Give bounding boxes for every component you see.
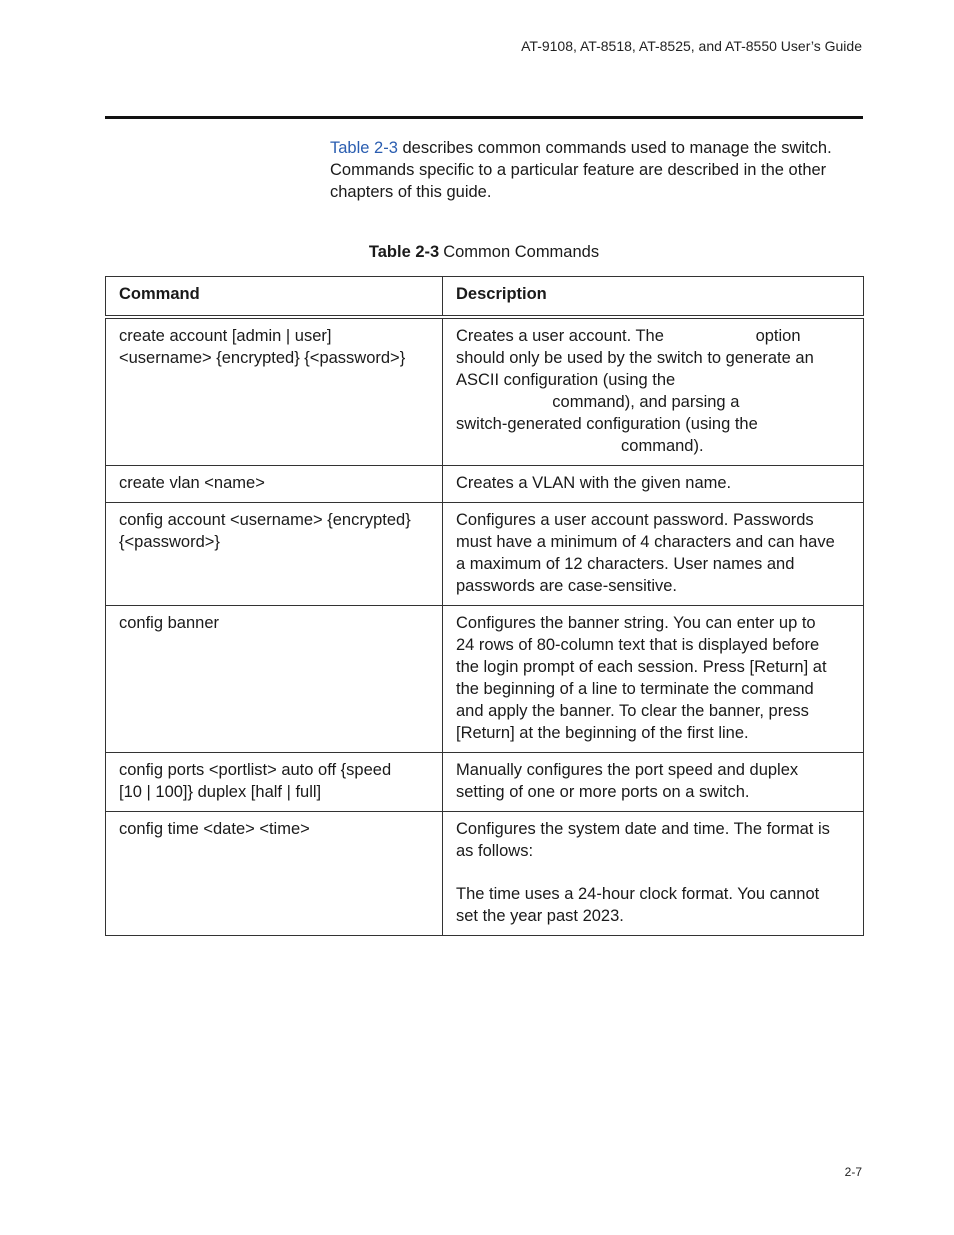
table-body: [106, 317, 864, 936]
command-cell: [106, 606, 443, 753]
table-2-3-link[interactable]: Table 2-3: [330, 139, 398, 157]
table-row: [106, 812, 864, 936]
description-line: set the year past 2023.: [456, 907, 624, 925]
table-row: [106, 753, 864, 812]
description-line: Creates a VLAN with the given name.: [456, 474, 732, 492]
table-caption-title: Common Commands: [443, 243, 600, 261]
description-cell: [443, 753, 864, 812]
header-rule: [105, 116, 863, 119]
description-cell: [443, 812, 864, 936]
command-cell: [106, 503, 443, 606]
description-line: and apply the banner. To clear the banner, press: [456, 702, 809, 720]
description-line: setting of one or more ports on a switch.: [456, 783, 750, 801]
running-header: AT-9108, AT-8518, AT-8525, and AT-8550 User’s Guide: [521, 38, 862, 54]
command-cell: [106, 812, 443, 936]
description-line: command), and parsing a: [456, 393, 740, 411]
table-caption: [105, 243, 863, 262]
table-row: [106, 606, 864, 753]
description-line: should only be used by the switch to generate an: [456, 349, 814, 367]
table-row: [106, 503, 864, 606]
command-line: config banner: [119, 614, 219, 632]
description-line: passwords are case-sensitive.: [456, 577, 678, 595]
description-line: must have a minimum of 4 characters and can have: [456, 533, 835, 551]
intro-paragraph: [330, 137, 864, 203]
column-header-description: Description: [443, 277, 864, 318]
command-line: config ports <portlist> auto off {speed: [119, 761, 392, 779]
description-line: Configures the banner string. You can enter up to: [456, 614, 816, 632]
description-line: ASCII configuration (using the: [456, 371, 676, 389]
command-line: create account [admin | user]: [119, 327, 332, 345]
command-cell: [106, 753, 443, 812]
table-caption-number: Table 2-3: [368, 243, 440, 261]
page-number: 2-7: [844, 1165, 862, 1179]
description-line: [Return] at the beginning of the first line.: [456, 724, 749, 742]
description-line: The time uses a 24-hour clock format. You cannot: [456, 885, 820, 903]
command-line: [10 | 100]} duplex [half | full]: [119, 783, 322, 801]
common-commands-table: [105, 276, 864, 936]
description-line: the beginning of a line to terminate the command: [456, 680, 814, 698]
description-line: the login prompt of each session. Press [Return] at: [456, 658, 827, 676]
description-line: 24 rows of 80-column text that is displayed before: [456, 636, 820, 654]
description-cell: [443, 317, 864, 466]
description-cell: [443, 466, 864, 503]
column-header-command: Command: [106, 277, 443, 318]
description-line: as follows:: [456, 842, 534, 860]
table-row: [106, 466, 864, 503]
description-cell: [443, 606, 864, 753]
command-line: config time <date> <time>: [119, 820, 310, 838]
description-line: [456, 862, 851, 883]
description-line: a maximum of 12 characters. User names and: [456, 555, 795, 573]
command-line: <username> {encrypted} {<password>}: [119, 349, 406, 367]
description-line: Manually configures the port speed and duplex: [456, 761, 799, 779]
command-line: config account <username> {encrypted}: [119, 511, 411, 529]
intro-text: describes common commands used to manage the switch. Commands specific to a particular feature are described in the other chapters of this guide.: [330, 139, 832, 201]
description-cell: [443, 503, 864, 606]
command-cell: [106, 317, 443, 466]
table-row: [106, 317, 864, 466]
description-line: Configures a user account password. Passwords: [456, 511, 814, 529]
description-line: command).: [456, 437, 704, 455]
description-line: Configures the system date and time. The format is: [456, 820, 830, 838]
command-line: {<password>}: [119, 533, 220, 551]
description-line: switch-generated configuration (using the: [456, 415, 758, 433]
command-line: create vlan <name>: [119, 474, 265, 492]
command-cell: [106, 466, 443, 503]
description-line: Creates a user account. The option: [456, 327, 801, 345]
table-header-row: [106, 277, 864, 318]
